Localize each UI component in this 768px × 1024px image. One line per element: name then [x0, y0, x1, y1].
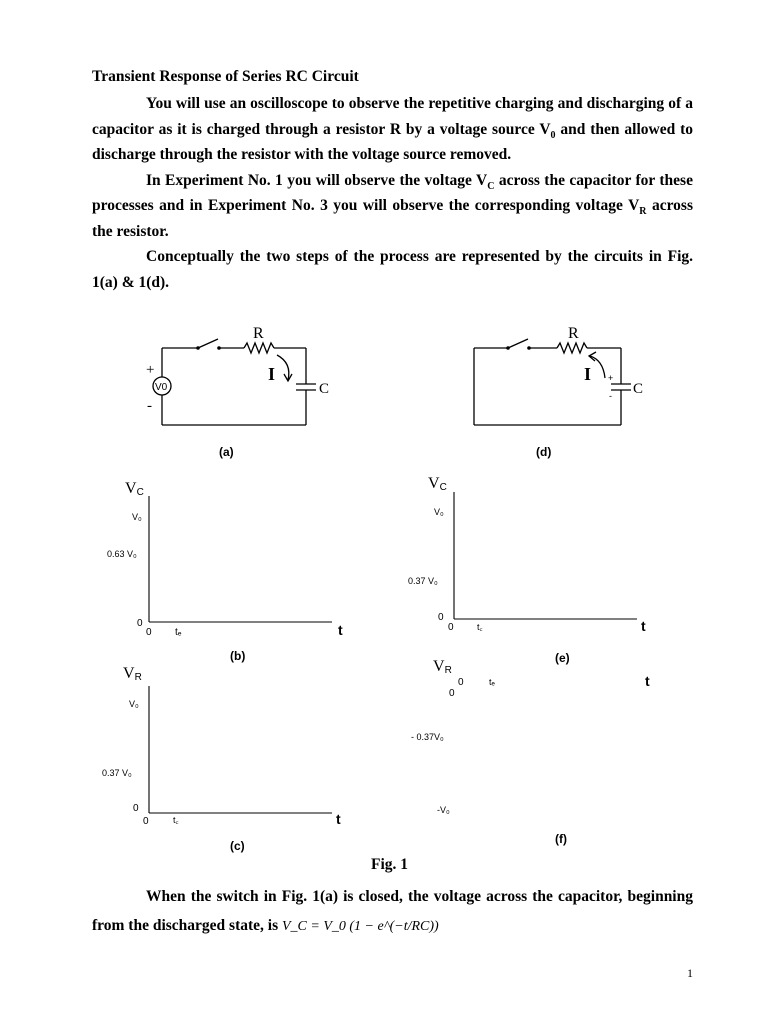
source-minus-a: - [147, 398, 152, 414]
graph-e-tick-3: 0 [438, 612, 444, 623]
circuit-a [153, 339, 316, 425]
resistor-label-d: R [568, 325, 579, 342]
paragraph-1: You will use an oscilloscope to observe the repetitive charging and discharging of a capacitor as it is charged through a resistor R by a voltage source $V_0$ and then allowed to discharge through the resistor with the voltage source removed. [92, 95, 693, 163]
source-plus-a: + [146, 362, 155, 378]
graph-b-ylabel: VC [125, 480, 144, 498]
current-label-a: I [268, 364, 276, 384]
cap-plus-d: + [608, 373, 614, 383]
graph-f-xlabel: t [645, 673, 650, 689]
page-number: 1 [687, 966, 693, 980]
graph-b-tick-1: V₀ [132, 512, 142, 522]
capacitor-label-a: C [319, 381, 330, 397]
graph-b-xlabel: t [338, 622, 343, 638]
caption-f: (f) [555, 832, 567, 846]
graph-b-axes [149, 496, 332, 622]
caption-b: (b) [230, 649, 246, 663]
switch-pivot-d [506, 346, 510, 350]
graph-f-tick-1: 0 [449, 688, 455, 699]
graph-b-tick-3: 0 [137, 618, 143, 629]
capacitor-voltage-formula: V_C = V_0 (1 − e^(−t/RC)) [282, 919, 439, 934]
graph-e-ylabel: VC [428, 475, 447, 493]
caption-e: (e) [555, 651, 570, 665]
caption-c: (c) [230, 839, 245, 853]
cap-minus-d: - [609, 391, 612, 401]
graph-c-axes [149, 686, 332, 813]
graph-f-tick-2: - 0.37V₀ [411, 732, 444, 742]
source-label-a: V0 [155, 382, 168, 393]
switch-pivot-a [196, 346, 200, 350]
graph-e-tick-1: V₀ [434, 507, 444, 517]
graph-c-tick-2: 0.37 V₀ [102, 768, 132, 778]
resistor-label-a: R [253, 325, 264, 342]
graph-e-axes [454, 492, 637, 619]
graph-c-tick-3: 0 [133, 803, 139, 814]
graph-e-x0: 0 [448, 622, 454, 633]
current-label-d: I [584, 364, 592, 384]
graph-c-x0: 0 [143, 816, 149, 827]
section-title: Transient Response of Series RC Circuit [92, 68, 359, 85]
graph-e-tick-2: 0.37 V₀ [408, 576, 438, 586]
graph-e-xlabel: t [641, 618, 646, 634]
graph-b-tick-2: 0.63 V₀ [107, 549, 137, 559]
paragraph-3: Conceptually the two steps of the process are represented by the circuits in Fig. 1(a) & 1(d). [92, 248, 693, 291]
switch-contact-d [527, 346, 531, 350]
graph-c-tick-1: V₀ [129, 699, 139, 709]
graph-e-xtick: t꜀ [477, 622, 483, 632]
graph-c-xlabel: t [336, 811, 341, 827]
capacitor-label-d: C [633, 381, 644, 397]
paragraph-2: In Experiment No. 1 you will observe the voltage $V_C$ across the capacitor for these processes and in Experiment No. 3 you will observe the corresponding voltage $V_R$ across the resistor. [92, 171, 693, 240]
caption-a: (a) [219, 445, 234, 459]
switch-contact-a [217, 346, 221, 350]
graph-f-x0: 0 [458, 677, 464, 688]
paragraph-4: When the switch in Fig. 1(a) is closed, the voltage across the capacitor, beginning from the discharged state, is V_C = V_0 (1 − e^(−t/RC)) [92, 888, 693, 934]
graph-b-xtick: tₑ [175, 627, 182, 638]
caption-d: (d) [536, 445, 552, 459]
graph-f-tick-3: -V₀ [437, 805, 450, 815]
graph-c-xtick: t꜀ [173, 815, 179, 825]
graph-f-ylabel: VR [433, 658, 452, 676]
graph-c-ylabel: VR [123, 665, 142, 683]
graph-b-x0: 0 [146, 627, 152, 638]
figure-title: Fig. 1 [371, 856, 409, 873]
graph-f-xtick: tₑ [489, 677, 495, 687]
